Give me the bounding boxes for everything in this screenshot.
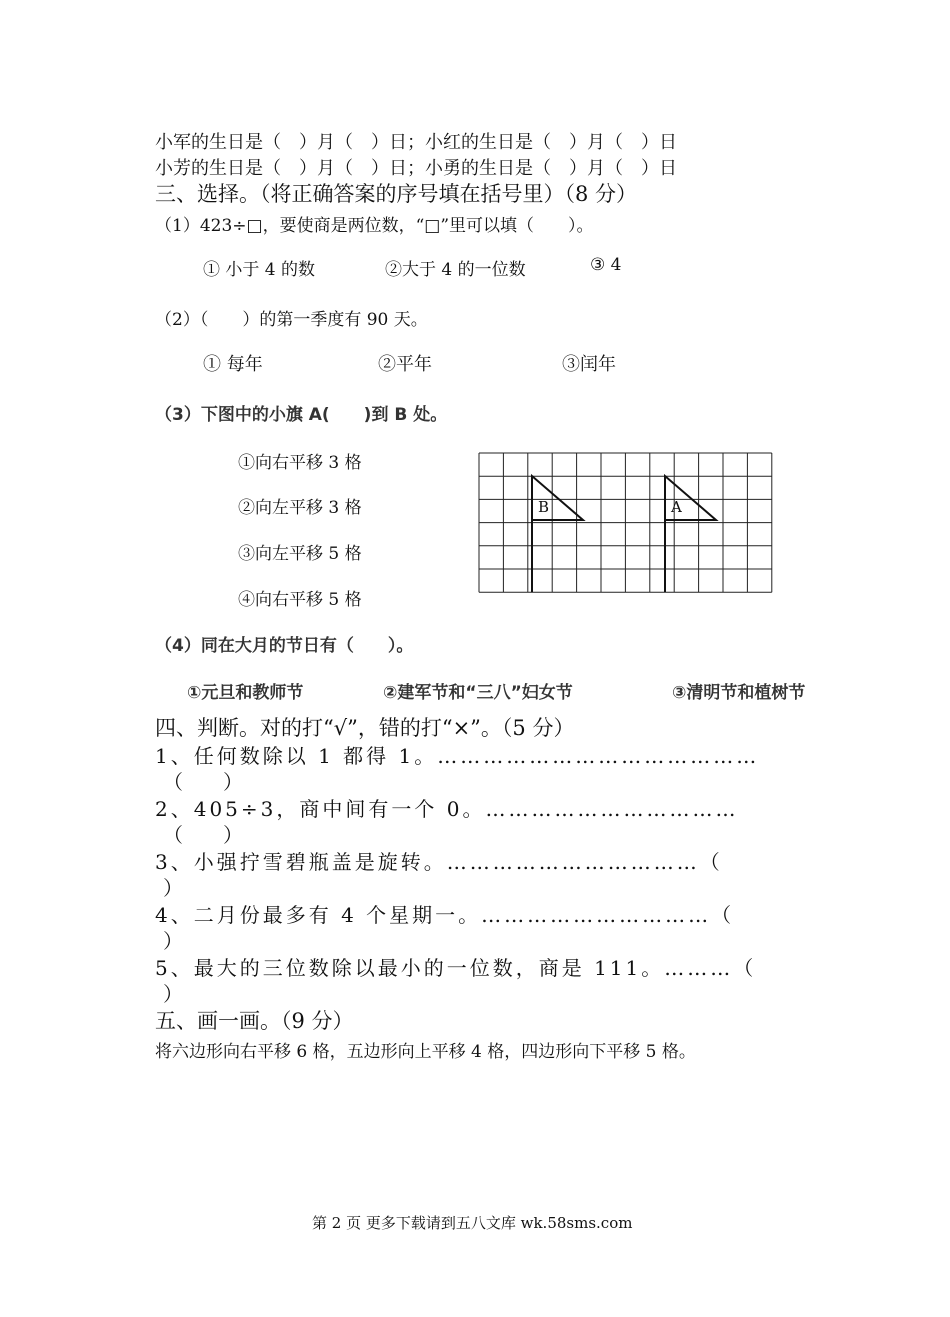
flag-a [665,476,716,592]
judge-item-4-bracket: ） [163,929,183,953]
q3-option-2: ②向左平移 3 格 [238,498,362,518]
q2-option-1: ① 每年 [203,354,263,375]
judge-item-5: 5、最大的三位数除以最小的一位数，商是 111。………（ [155,956,757,980]
q3-option-1: ①向右平移 3 格 [238,453,362,473]
q4-option-3: ③清明节和植树节 [672,683,806,703]
judge-item-4: 4、二月份最多有 4 个星期一。…………………………（ [155,903,735,927]
birthday-line-2: 小芳的生日是（ ）月（ ）日；小勇的生日是（ ）月（ ）日 [155,158,677,179]
q3-text: （3）下图中的小旗 A( )到 B 处。 [155,405,448,425]
q4-option-2: ②建军节和“三八”妇女节 [383,683,573,703]
q2-option-2: ②平年 [378,354,432,375]
judge-item-1: 1、任何数除以 1 都得 1。…………………………………… [155,744,760,768]
q4-text: （4）同在大月的节日有（ ）。 [155,636,414,656]
section5-instruction: 将六边形向右平移 6 格，五边形向上平移 4 格，四边形向下平移 5 格。 [155,1042,696,1062]
judge-item-3: 3、小强拧雪碧瓶盖是旋转。……………………………（ [155,850,723,874]
flag-grid [478,452,774,594]
grid-lines [479,453,772,592]
page-footer: 第 2 页 更多下载请到五八文库 wk.58sms.com [312,1214,633,1232]
q2-text: （2）（ ）的第一季度有 90 天。 [155,310,428,330]
q1-option-1: ① 小于 4 的数 [203,260,316,280]
flag-b [532,476,583,592]
q1-option-2: ②大于 4 的一位数 [385,260,526,280]
judge-item-3-bracket: ） [163,876,183,900]
q4-option-1: ①元旦和教师节 [187,683,304,703]
section3-title: 三、选择。（将正确答案的序号填在括号里）（8 分） [155,182,638,206]
q1-option-3: ③ 4 [590,255,622,275]
judge-item-2-bracket: （ ） [163,823,243,847]
q3-option-3: ③向左平移 5 格 [238,544,362,564]
flag-b-label: B [538,498,550,516]
q1-text: （1）423÷□，要使商是两位数，“□”里可以填（ ）。 [155,216,594,236]
q2-option-3: ③闰年 [562,354,616,375]
judge-item-1-bracket: （ ） [163,770,243,794]
birthday-line-1: 小军的生日是（ ）月（ ）日；小红的生日是（ ）月（ ）日 [155,132,677,153]
judge-item-5-bracket: ） [163,982,183,1006]
section4-title: 四、判断。对的打“√”，错的打“×”。（5 分） [155,716,575,740]
flag-a-label: A [671,498,682,516]
q3-option-4: ④向右平移 5 格 [238,590,362,610]
section5-title: 五、画一画。（9 分） [155,1009,354,1033]
judge-item-2: 2、405÷3，商中间有一个 0。…………………………… [155,797,739,821]
